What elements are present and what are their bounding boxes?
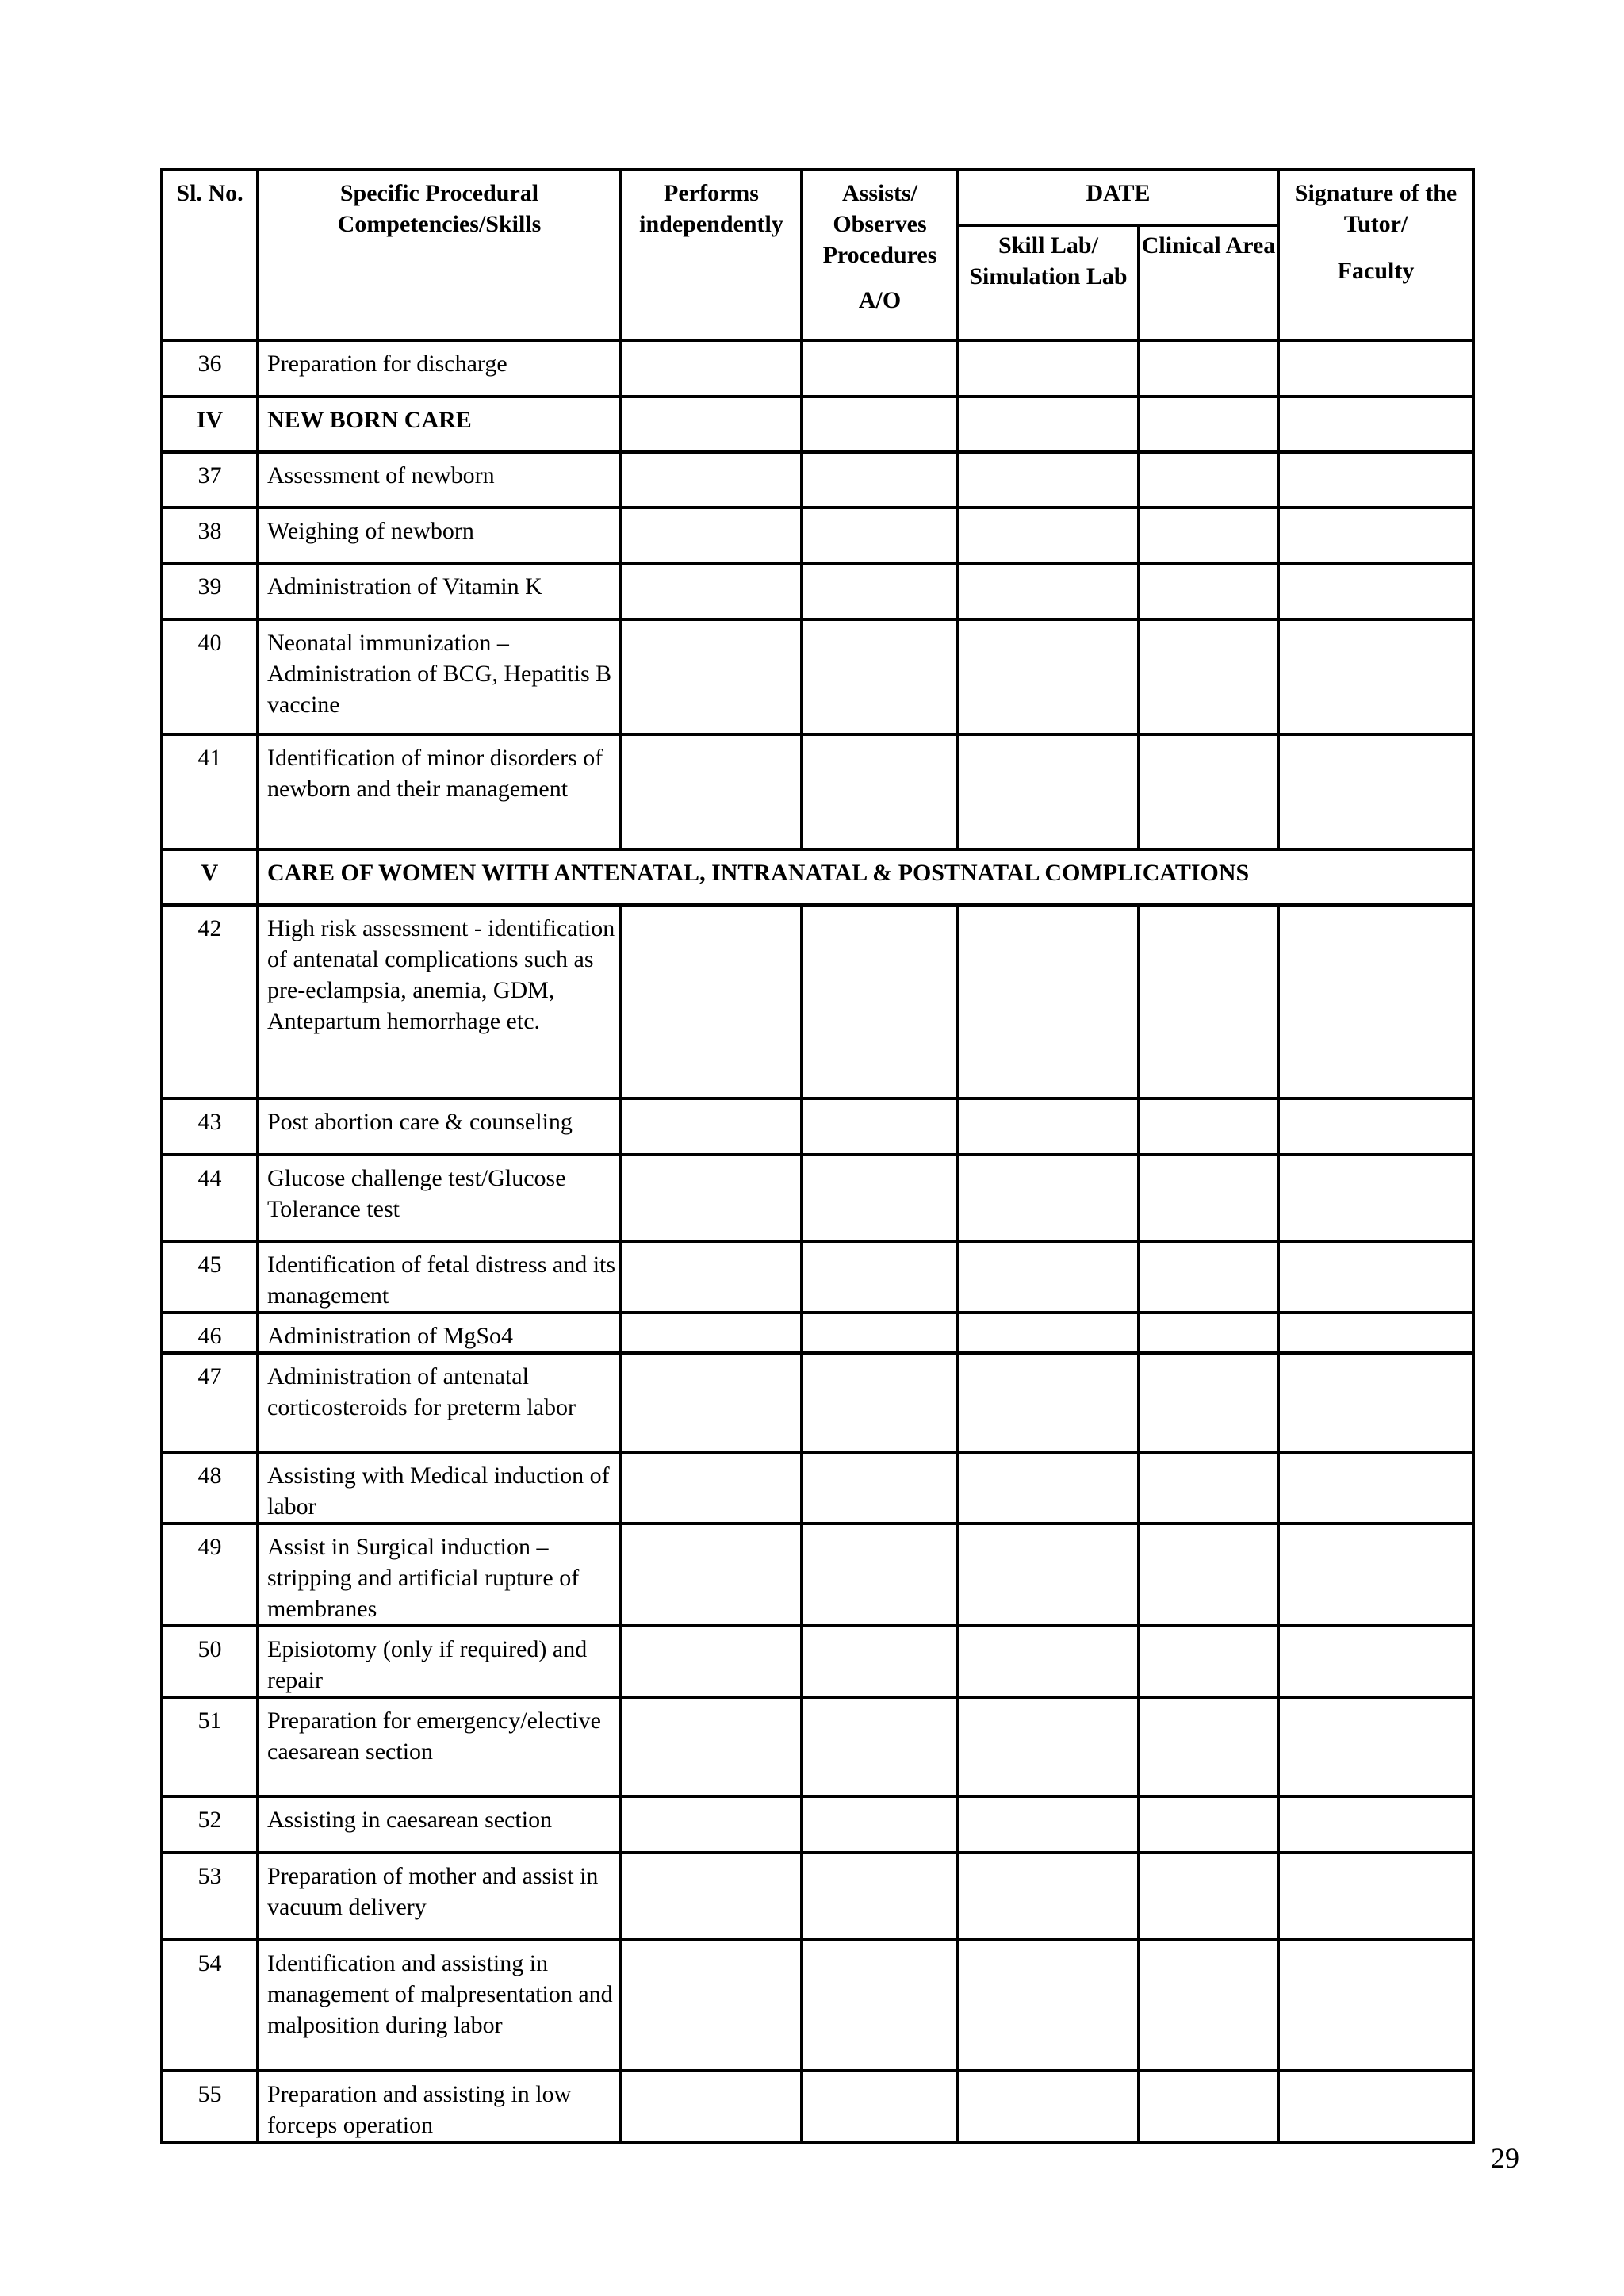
- assists-cell[interactable]: [802, 619, 958, 734]
- performs-cell[interactable]: [621, 452, 802, 508]
- table-row: [162, 619, 1473, 734]
- assists-cell[interactable]: [802, 452, 958, 508]
- header-signature: [1278, 170, 1473, 340]
- table-row: [162, 1098, 1473, 1155]
- skill-cell: Preparation and assisting in low forceps operation: [258, 2071, 621, 2142]
- assists-cell[interactable]: [802, 1524, 958, 1626]
- signature-cell[interactable]: [1278, 1155, 1473, 1241]
- clinical-date-cell[interactable]: [1139, 1524, 1278, 1626]
- clinical-date-cell[interactable]: [1139, 1940, 1278, 2071]
- skill-cell: Administration of antenatal corticosteroids for preterm labor: [258, 1353, 621, 1452]
- page-number: 29: [1491, 2142, 1519, 2174]
- performs-cell[interactable]: [621, 1241, 802, 1313]
- table-row: [162, 1524, 1473, 1626]
- skill-cell: High risk assessment - identification of antenatal complications such as pre-eclampsia, anemia, GDM, Antepartum hemorrhage etc.: [258, 905, 621, 1098]
- assists-cell[interactable]: [802, 1853, 958, 1940]
- skill-cell: Assessment of newborn: [258, 452, 621, 508]
- skill-cell: Glucose challenge test/Glucose Tolerance test: [258, 1155, 621, 1241]
- skill-lab-date-cell[interactable]: [958, 1524, 1139, 1626]
- signature-cell[interactable]: [1278, 1940, 1473, 2071]
- performs-cell[interactable]: [621, 1313, 802, 1353]
- performs-cell[interactable]: [621, 1796, 802, 1853]
- clinical-date-cell[interactable]: [1139, 452, 1278, 508]
- skill-cell: Episiotomy (only if required) and repair: [258, 1626, 621, 1697]
- skill-cell: Identification and assisting in management of malpresentation and malposition during labor: [258, 1940, 621, 2071]
- sl-no-cell: 51: [162, 1697, 258, 1796]
- clinical-date-cell[interactable]: [1139, 1098, 1278, 1155]
- assists-cell[interactable]: [802, 563, 958, 619]
- table-row: [162, 1155, 1473, 1241]
- skill-cell: Preparation for discharge: [258, 340, 621, 397]
- assists-cell[interactable]: [802, 340, 958, 397]
- signature-cell[interactable]: [1278, 905, 1473, 1098]
- assists-cell[interactable]: [802, 1353, 958, 1452]
- performs-cell[interactable]: [621, 1853, 802, 1940]
- table-row: [162, 1452, 1473, 1524]
- section-row: [162, 397, 1473, 452]
- sl-no-cell: 36: [162, 340, 258, 397]
- clinical-date-cell[interactable]: [1139, 1313, 1278, 1353]
- signature-cell[interactable]: [1278, 508, 1473, 563]
- header-performs: Performs independently: [621, 170, 802, 340]
- performs-cell[interactable]: [621, 1098, 802, 1155]
- skill-lab-date-cell[interactable]: [958, 563, 1139, 619]
- skill-lab-date-cell[interactable]: [958, 1313, 1139, 1353]
- clinical-date-cell[interactable]: [1139, 397, 1278, 452]
- table-body: [162, 340, 1473, 2142]
- header-skill-lab: Skill Lab/ Simulation Lab: [958, 225, 1139, 340]
- signature-cell[interactable]: [1278, 1796, 1473, 1853]
- assists-cell[interactable]: [802, 1098, 958, 1155]
- sl-no-cell: 41: [162, 734, 258, 849]
- header-sl-no: Sl. No.: [162, 170, 258, 340]
- table-row: [162, 1853, 1473, 1940]
- sl-no-cell: 42: [162, 905, 258, 1098]
- skill-lab-date-cell[interactable]: [958, 1155, 1139, 1241]
- skill-cell: Weighing of newborn: [258, 508, 621, 563]
- header-assists-code: A/O: [858, 287, 902, 313]
- sl-no-cell: 53: [162, 1853, 258, 1940]
- sl-no-cell: 39: [162, 563, 258, 619]
- header-assists: [802, 170, 958, 340]
- assists-cell[interactable]: [802, 1313, 958, 1353]
- skill-lab-date-cell[interactable]: [958, 1241, 1139, 1313]
- table-row: [162, 340, 1473, 397]
- signature-cell[interactable]: [1278, 1452, 1473, 1524]
- skill-cell: Administration of MgSo4: [258, 1313, 621, 1353]
- sl-no-cell: 37: [162, 452, 258, 508]
- table-row: [162, 563, 1473, 619]
- signature-cell[interactable]: [1278, 1697, 1473, 1796]
- skill-cell: Administration of Vitamin K: [258, 563, 621, 619]
- performs-cell[interactable]: [621, 1940, 802, 2071]
- table-row: [162, 1313, 1473, 1353]
- clinical-date-cell[interactable]: [1139, 619, 1278, 734]
- header-assists-label: Assists/ Observes Procedures: [822, 180, 937, 268]
- table-header: [162, 170, 1473, 340]
- signature-cell[interactable]: [1278, 1241, 1473, 1313]
- clinical-date-cell[interactable]: [1139, 1452, 1278, 1524]
- signature-cell[interactable]: [1278, 1313, 1473, 1353]
- clinical-date-cell[interactable]: [1139, 1241, 1278, 1313]
- skill-lab-date-cell[interactable]: [958, 2071, 1139, 2142]
- table-row: [162, 1796, 1473, 1853]
- clinical-date-cell[interactable]: [1139, 1626, 1278, 1697]
- assists-cell[interactable]: [802, 2071, 958, 2142]
- sl-no-cell: 54: [162, 1940, 258, 2071]
- assists-cell[interactable]: [802, 1155, 958, 1241]
- clinical-date-cell[interactable]: [1139, 508, 1278, 563]
- performs-cell[interactable]: [621, 508, 802, 563]
- assists-cell[interactable]: [802, 1626, 958, 1697]
- skill-lab-date-cell[interactable]: [958, 1452, 1139, 1524]
- table-row: [162, 452, 1473, 508]
- performs-cell[interactable]: [621, 1697, 802, 1796]
- performs-cell[interactable]: [621, 734, 802, 849]
- sl-no-cell: IV: [162, 397, 258, 452]
- assists-cell[interactable]: [802, 508, 958, 563]
- clinical-date-cell[interactable]: [1139, 734, 1278, 849]
- table-row: [162, 1697, 1473, 1796]
- sl-no-cell: 46: [162, 1313, 258, 1353]
- skill-lab-date-cell[interactable]: [958, 1697, 1139, 1796]
- performs-cell[interactable]: [621, 1524, 802, 1626]
- performs-cell[interactable]: [621, 1626, 802, 1697]
- assists-cell[interactable]: [802, 397, 958, 452]
- clinical-date-cell[interactable]: [1139, 1853, 1278, 1940]
- signature-cell[interactable]: [1278, 1353, 1473, 1452]
- signature-cell[interactable]: [1278, 340, 1473, 397]
- sl-no-cell: 43: [162, 1098, 258, 1155]
- skill-cell: Assist in Surgical induction –stripping and artificial rupture of membranes: [258, 1524, 621, 1626]
- signature-cell[interactable]: [1278, 1524, 1473, 1626]
- performs-cell[interactable]: [621, 563, 802, 619]
- assists-cell[interactable]: [802, 1940, 958, 2071]
- clinical-date-cell[interactable]: [1139, 1353, 1278, 1452]
- table-row: [162, 1626, 1473, 1697]
- sl-no-cell: 49: [162, 1524, 258, 1626]
- performs-cell[interactable]: [621, 340, 802, 397]
- skill-cell: Identification of fetal distress and its management: [258, 1241, 621, 1313]
- assists-cell[interactable]: [802, 1241, 958, 1313]
- sl-no-cell: 48: [162, 1452, 258, 1524]
- competency-table: [160, 168, 1475, 2144]
- performs-cell[interactable]: [621, 619, 802, 734]
- table-row: [162, 1241, 1473, 1313]
- clinical-date-cell[interactable]: [1139, 1155, 1278, 1241]
- skill-lab-date-cell[interactable]: [958, 734, 1139, 849]
- clinical-date-cell[interactable]: [1139, 905, 1278, 1098]
- signature-cell[interactable]: [1278, 1853, 1473, 1940]
- section-title: CARE OF WOMEN WITH ANTENATAL, INTRANATAL & POSTNATAL COMPLICATIONS: [258, 849, 1473, 905]
- skill-cell: Assisting with Medical induction of labor: [258, 1452, 621, 1524]
- sl-no-cell: V: [162, 849, 258, 905]
- assists-cell[interactable]: [802, 734, 958, 849]
- skill-cell: Neonatal immunization –Administration of BCG, Hepatitis B vaccine: [258, 619, 621, 734]
- skill-cell: Assisting in caesarean section: [258, 1796, 621, 1853]
- clinical-date-cell[interactable]: [1139, 1697, 1278, 1796]
- sl-no-cell: 38: [162, 508, 258, 563]
- signature-cell[interactable]: [1278, 1626, 1473, 1697]
- table-row: [162, 1940, 1473, 2071]
- header-clinical: Clinical Area: [1139, 225, 1278, 340]
- header-signature-label: Signature of the Tutor/: [1294, 180, 1457, 237]
- skill-lab-date-cell[interactable]: [958, 905, 1139, 1098]
- header-skills: Specific Procedural Competencies/Skills: [258, 170, 621, 340]
- signature-cell[interactable]: [1278, 619, 1473, 734]
- performs-cell[interactable]: [621, 1155, 802, 1241]
- sl-no-cell: 44: [162, 1155, 258, 1241]
- signature-cell[interactable]: [1278, 1098, 1473, 1155]
- skill-lab-date-cell[interactable]: [958, 508, 1139, 563]
- skill-lab-date-cell[interactable]: [958, 1853, 1139, 1940]
- skill-lab-date-cell[interactable]: [958, 1098, 1139, 1155]
- skill-cell: Preparation of mother and assist in vacuum delivery: [258, 1853, 621, 1940]
- skill-lab-date-cell[interactable]: [958, 1796, 1139, 1853]
- signature-cell[interactable]: [1278, 2071, 1473, 2142]
- skill-lab-date-cell[interactable]: [958, 1940, 1139, 2071]
- sl-no-cell: 45: [162, 1241, 258, 1313]
- signature-cell[interactable]: [1278, 397, 1473, 452]
- assists-cell[interactable]: [802, 905, 958, 1098]
- performs-cell[interactable]: [621, 1452, 802, 1524]
- table-row: [162, 2071, 1473, 2142]
- sl-no-cell: 55: [162, 2071, 258, 2142]
- skill-lab-date-cell[interactable]: [958, 1626, 1139, 1697]
- sl-no-cell: 40: [162, 619, 258, 734]
- skill-cell: Identification of minor disorders of newborn and their management: [258, 734, 621, 849]
- signature-cell[interactable]: [1278, 452, 1473, 508]
- clinical-date-cell[interactable]: [1139, 2071, 1278, 2142]
- table-row: [162, 905, 1473, 1098]
- sl-no-cell: 52: [162, 1796, 258, 1853]
- performs-cell[interactable]: [621, 2071, 802, 2142]
- table-row: [162, 508, 1473, 563]
- assists-cell[interactable]: [802, 1796, 958, 1853]
- assists-cell[interactable]: [802, 1452, 958, 1524]
- skill-lab-date-cell[interactable]: [958, 619, 1139, 734]
- header-date: DATE: [958, 170, 1278, 225]
- section-title: NEW BORN CARE: [258, 397, 621, 452]
- table-row: [162, 1353, 1473, 1452]
- signature-cell[interactable]: [1278, 563, 1473, 619]
- clinical-date-cell[interactable]: [1139, 563, 1278, 619]
- assists-cell[interactable]: [802, 1697, 958, 1796]
- skill-lab-date-cell[interactable]: [958, 1353, 1139, 1452]
- skill-lab-date-cell[interactable]: [958, 397, 1139, 452]
- clinical-date-cell[interactable]: [1139, 1796, 1278, 1853]
- skill-lab-date-cell[interactable]: [958, 452, 1139, 508]
- sl-no-cell: 47: [162, 1353, 258, 1452]
- performs-cell[interactable]: [621, 905, 802, 1098]
- skill-cell: Post abortion care & counseling: [258, 1098, 621, 1155]
- section-row: [162, 849, 1473, 905]
- skill-lab-date-cell[interactable]: [958, 340, 1139, 397]
- signature-cell[interactable]: [1278, 734, 1473, 849]
- performs-cell[interactable]: [621, 1353, 802, 1452]
- header-signature-faculty: Faculty: [1337, 258, 1415, 284]
- sl-no-cell: 50: [162, 1626, 258, 1697]
- table-row: [162, 734, 1473, 849]
- clinical-date-cell[interactable]: [1139, 340, 1278, 397]
- performs-cell[interactable]: [621, 397, 802, 452]
- skill-cell: Preparation for emergency/elective caesarean section: [258, 1697, 621, 1796]
